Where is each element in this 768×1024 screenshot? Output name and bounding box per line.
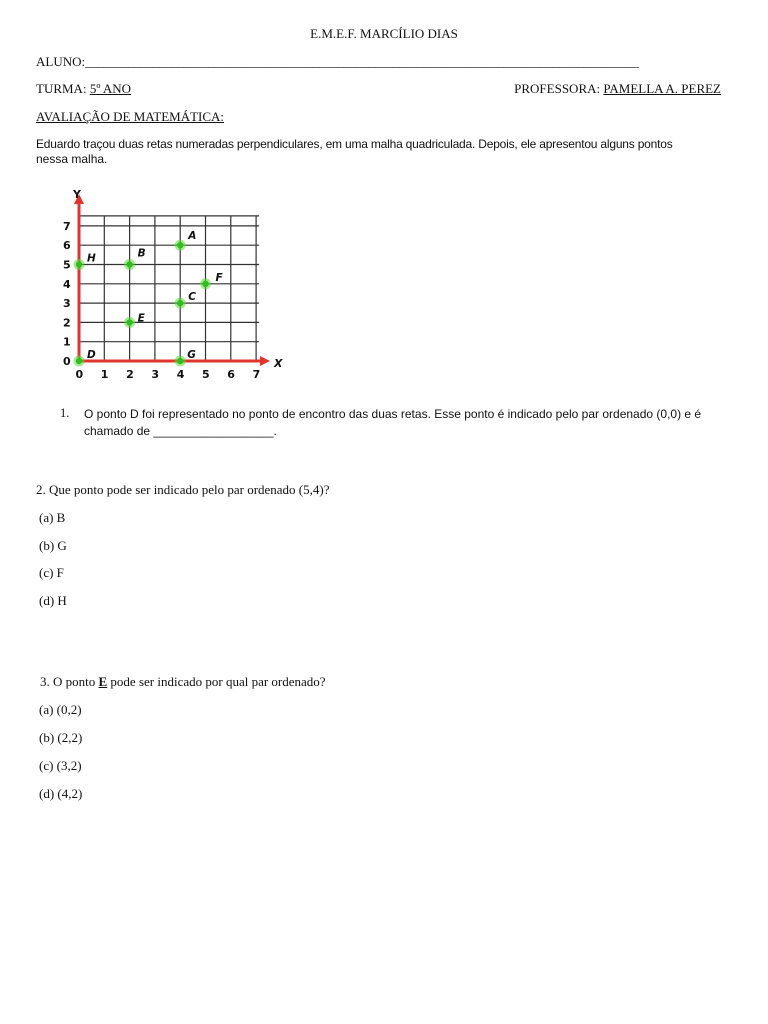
teacher-field <box>514 81 721 97</box>
x-axis-arrow <box>260 356 270 366</box>
coordinate-graph <box>0 180 300 385</box>
point-e-dot <box>126 319 132 325</box>
graph-points <box>74 230 224 366</box>
point-label-e: E <box>137 312 145 325</box>
point-h-dot <box>76 261 82 267</box>
point-b-dot <box>126 261 132 267</box>
point-d-dot <box>76 358 82 364</box>
school-title: E.M.E.F. MARCÍLIO DIAS <box>310 26 458 41</box>
y-tick-label: 4 <box>63 277 71 291</box>
graph-grid <box>79 216 259 361</box>
x-tick-label: 0 <box>75 368 84 381</box>
student-field <box>36 54 639 70</box>
q3-point: E <box>98 674 108 689</box>
q2-option-c: (c) F <box>39 565 64 580</box>
y-tick-label: 6 <box>63 239 71 253</box>
q2-option-b: (b) G <box>39 538 67 553</box>
q3-option-a: (a) (0,2) <box>39 702 82 717</box>
y-tick-label: 1 <box>63 335 71 349</box>
assessment-title: AVALIAÇÃO DE MATEMÁTICA: <box>36 109 225 124</box>
point-a-dot <box>177 242 183 248</box>
intro-line-1: Eduardo traçou duas retas numeradas perpendiculares, em uma malha quadriculada. Depois, ele apresentou alguns pontos <box>36 137 673 151</box>
q2-option-a: (a) B <box>39 510 66 525</box>
q3-option-b: (b) (2,2) <box>39 730 83 745</box>
professora-value: PAMELLA A. PEREZ <box>603 81 721 96</box>
x-tick-label: 1 <box>100 368 109 381</box>
turma-label: TURMA: <box>36 81 87 96</box>
y-tick-label: 2 <box>63 316 71 330</box>
x-tick-label: 2 <box>126 368 134 381</box>
y-axis-label: Y <box>73 188 81 201</box>
x-tick-label: 7 <box>252 368 261 381</box>
q2-option-d: (d) H <box>39 593 67 608</box>
y-tick-label: 5 <box>63 258 71 272</box>
intro-line-2: nessa malha. <box>36 152 108 166</box>
point-label-g: G <box>187 349 196 361</box>
y-tick-label: 3 <box>63 297 71 311</box>
q3-option-c: (c) (3,2) <box>39 758 82 773</box>
q2-question: 2. Que ponto pode ser indicado pelo par ordenado (5,4)? <box>36 482 330 497</box>
professora-label: PROFESSORA: <box>514 81 601 96</box>
point-label-b: B <box>137 247 146 260</box>
point-c-dot <box>177 300 183 306</box>
y-tick-label: 7 <box>63 219 71 233</box>
q3-option-d: (d) (4,2) <box>39 786 83 801</box>
x-tick-label: 5 <box>202 368 210 381</box>
turma-value: 5º ANO <box>89 81 132 96</box>
y-tick-label: 0 <box>63 355 71 368</box>
point-label-h: H <box>87 252 96 265</box>
point-label-c: C <box>188 291 196 304</box>
x-tick-label: 4 <box>176 368 185 381</box>
x-tick-label: 6 <box>227 368 235 381</box>
q3-prefix: 3. O ponto <box>40 674 99 689</box>
point-f-dot <box>202 281 208 287</box>
q3-question <box>40 674 326 690</box>
x-tick-label: 3 <box>151 368 160 381</box>
point-label-f: F <box>215 271 223 284</box>
point-g-dot <box>177 358 183 364</box>
point-label-a: A <box>188 230 197 243</box>
aluno-blank-line: __________________________________________________________________________________________ <box>85 54 639 69</box>
q3-suffix: pode ser indicado por qual par ordenado? <box>107 674 326 689</box>
q1-number: 1. <box>60 406 70 420</box>
x-axis-label: X <box>274 357 283 370</box>
aluno-label: ALUNO: <box>36 54 86 69</box>
point-label-d: D <box>87 349 96 361</box>
q1-text: O ponto D foi representado no ponto de encontro das duas retas. Esse ponto é indicado pelo par ordenado (0,0) e é chamado de __________________. <box>84 407 702 438</box>
class-field <box>36 81 131 97</box>
